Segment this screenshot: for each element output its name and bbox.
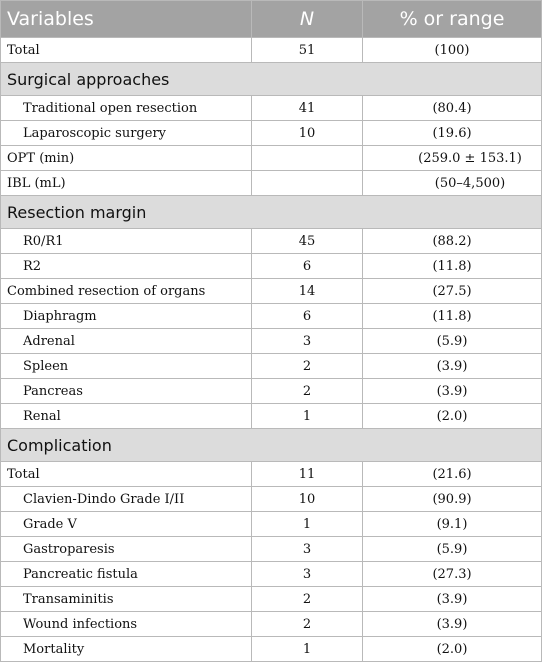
row-label: Diaphragm <box>1 304 252 329</box>
row-percent-value: (3.9) <box>363 587 542 612</box>
row-n-value: 2 <box>252 354 363 379</box>
row-percent-value: (5.9) <box>363 329 542 354</box>
row-percent-value: (11.8) <box>363 304 542 329</box>
row-percent-value: (3.9) <box>363 612 542 637</box>
row-n-value: 1 <box>252 637 363 662</box>
row-percent-value: (100) <box>363 38 542 63</box>
table-row <box>1 171 542 196</box>
row-percent-value: (9.1) <box>363 512 542 537</box>
row-label: OPT (min) <box>1 146 252 171</box>
row-n-value: 6 <box>252 304 363 329</box>
table-row <box>1 279 542 304</box>
row-n-value: 3 <box>252 329 363 354</box>
row-label: Mortality <box>1 637 252 662</box>
row-percent-value: (2.0) <box>363 637 542 662</box>
table-row <box>1 537 542 562</box>
row-label: Renal <box>1 404 252 429</box>
row-percent-value: (5.9) <box>363 537 542 562</box>
row-n-value: 10 <box>252 487 363 512</box>
table-body <box>1 38 542 662</box>
row-label: Wound infections <box>1 612 252 637</box>
row-label: Grade V <box>1 512 252 537</box>
row-n-value: 2 <box>252 379 363 404</box>
row-label: Transaminitis <box>1 587 252 612</box>
row-label: Traditional open resection <box>1 96 252 121</box>
row-n-value: 51 <box>252 38 363 63</box>
table-row <box>1 38 542 63</box>
row-label: Combined resection of organs <box>1 279 252 304</box>
table-header-row <box>1 1 542 38</box>
table-row <box>1 487 542 512</box>
row-n-value: 3 <box>252 562 363 587</box>
section-label: Complication <box>1 429 542 462</box>
row-percent-value: (90.9) <box>363 487 542 512</box>
row-percent-value: (88.2) <box>363 229 542 254</box>
section-header-row <box>1 429 542 462</box>
header-n: N <box>252 1 363 38</box>
row-label: Pancreas <box>1 379 252 404</box>
table-row <box>1 562 542 587</box>
row-n-value: 14 <box>252 279 363 304</box>
table-row <box>1 637 542 662</box>
row-label: R0/R1 <box>1 229 252 254</box>
table-row <box>1 587 542 612</box>
row-n-value <box>252 146 363 171</box>
table-row <box>1 404 542 429</box>
row-percent-value: (21.6) <box>363 462 542 487</box>
row-n-value: 2 <box>252 612 363 637</box>
table-row <box>1 96 542 121</box>
row-n-value <box>252 171 363 196</box>
table-row <box>1 146 542 171</box>
row-label: Spleen <box>1 354 252 379</box>
row-percent-value: (27.5) <box>363 279 542 304</box>
section-label: Resection margin <box>1 196 542 229</box>
row-label: Laparoscopic surgery <box>1 121 252 146</box>
table-row <box>1 354 542 379</box>
table-row <box>1 512 542 537</box>
row-n-value: 1 <box>252 512 363 537</box>
row-label: Gastroparesis <box>1 537 252 562</box>
row-label: Adrenal <box>1 329 252 354</box>
row-percent-value: (259.0 ± 153.1) <box>363 146 542 171</box>
row-percent-value: (11.8) <box>363 254 542 279</box>
row-n-value: 6 <box>252 254 363 279</box>
section-header-row <box>1 63 542 96</box>
table-row <box>1 379 542 404</box>
row-n-value: 11 <box>252 462 363 487</box>
row-percent-value: (2.0) <box>363 404 542 429</box>
row-n-value: 41 <box>252 96 363 121</box>
row-label: R2 <box>1 254 252 279</box>
header-percent-or-range: % or range <box>363 1 542 38</box>
row-percent-value: (3.9) <box>363 354 542 379</box>
row-percent-value: (80.4) <box>363 96 542 121</box>
row-label: Clavien-Dindo Grade I/II <box>1 487 252 512</box>
table-row <box>1 121 542 146</box>
row-percent-value: (3.9) <box>363 379 542 404</box>
table-row <box>1 229 542 254</box>
row-n-value: 1 <box>252 404 363 429</box>
row-n-value: 10 <box>252 121 363 146</box>
table-row <box>1 254 542 279</box>
table-row <box>1 612 542 637</box>
row-n-value: 45 <box>252 229 363 254</box>
table-row <box>1 462 542 487</box>
row-label: Total <box>1 462 252 487</box>
row-percent-value: (27.3) <box>363 562 542 587</box>
row-n-value: 2 <box>252 587 363 612</box>
row-label: Pancreatic fistula <box>1 562 252 587</box>
section-label: Surgical approaches <box>1 63 542 96</box>
row-percent-value: (50–4,500) <box>363 171 542 196</box>
section-header-row <box>1 196 542 229</box>
row-label: IBL (mL) <box>1 171 252 196</box>
row-label: Total <box>1 38 252 63</box>
row-n-value: 3 <box>252 537 363 562</box>
table-row <box>1 329 542 354</box>
table-row <box>1 304 542 329</box>
row-percent-value: (19.6) <box>363 121 542 146</box>
header-variables: Variables <box>1 1 252 38</box>
